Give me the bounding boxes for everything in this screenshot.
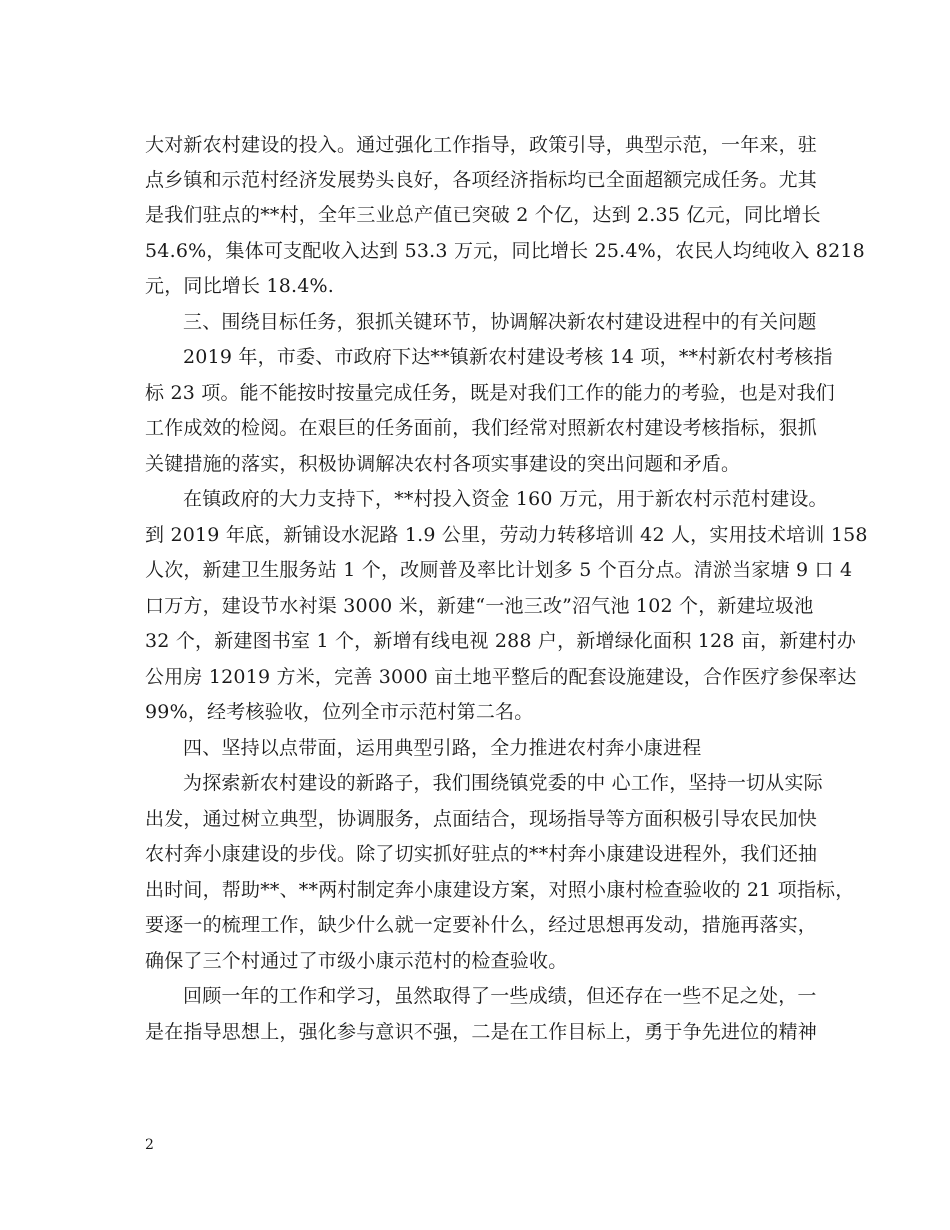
text-line: 大对新农村建设的投入。通过强化工作指导，政策引导，典型示范，一年来，驻 [145, 134, 818, 156]
text-line: 要逐一的梳理工作，缺少什么就一定要补什么，经过思想再发动，措施再落实， [145, 914, 818, 936]
section-heading: 四、坚持以点带面，运用典型引路，全力推进农村奔小康进程 [183, 737, 702, 759]
text-line: 到 2019 年底，新铺设水泥路 1.9 公里，劳动力转移培训 42 人，实用技术培训 158 [145, 524, 868, 546]
text-line: 点乡镇和示范村经济发展势头良好，各项经济指标均已全面超额完成任务。尤其 [145, 169, 818, 191]
text-line: 农村奔小康建设的步伐。除了切实抓好驻点的**村奔小康建设进程外，我们还抽 [145, 843, 818, 865]
text-line: 出发，通过树立典型，协调服务，点面结合，现场指导等方面积极引导农民加快 [145, 808, 818, 830]
text-line: 人次，新建卫生服务站 1 个，改厕普及率比计划多 5 个百分点。清淤当家塘 9 口 4 [145, 559, 853, 581]
text-line: 2019 年，市委、市政府下达**镇新农村建设考核 14 项，**村新农村考核指 [183, 346, 833, 368]
text-line: 公用房 12019 方米，完善 3000 亩土地平整后的配套设施建设，合作医疗参保率达 [145, 666, 857, 688]
text-line: 口万方，建设节水衬渠 3000 米，新建“一池三改”沼气池 102 个，新建垃圾池 [145, 595, 814, 617]
page-number: 2 [145, 1137, 154, 1153]
text-line: 回顾一年的工作和学习，虽然取得了一些成绩，但还存在一些不足之处，一 [183, 985, 817, 1007]
text-line: 标 23 项。能不能按时按量完成任务，既是对我们工作的能力的考验，也是对我们 [145, 382, 835, 404]
text-line: 元，同比增长 18.4%. [145, 275, 335, 297]
text-line: 确保了三个村通过了市级小康示范村的检查验收。 [145, 950, 568, 972]
text-line: 是在指导思想上，强化参与意识不强，二是在工作目标上，勇于争先进位的精神 [145, 1021, 818, 1043]
text-line: 99%，经考核验收，位列全市示范村第二名。 [145, 701, 534, 723]
text-line: 工作成效的检阅。在艰巨的任务面前，我们经常对照新农村建设考核指标，狠抓 [145, 417, 818, 439]
text-line: 54.6%，集体可支配收入达到 53.3 万元，同比增长 25.4%，农民人均纯收入 8218 [145, 240, 865, 262]
text-line: 在镇政府的大力支持下，**村投入资金 160 万元，用于新农村示范村建设。 [183, 488, 828, 510]
text-line: 关键措施的落实，积极协调解决农村各项实事建设的突出问题和矛盾。 [145, 453, 741, 475]
section-heading: 三、围绕目标任务，狠抓关键环节，协调解决新农村建设进程中的有关问题 [183, 311, 817, 333]
text-line: 32 个，新建图书室 1 个，新增有线电视 288 户，新增绿化面积 128 亩，新建村办 [145, 630, 857, 652]
text-line: 是我们驻点的**村，全年三业总产值已突破 2 个亿，达到 2.35 亿元，同比增长 [145, 204, 821, 226]
text-line: 为探索新农村建设的新路子，我们围绕镇党委的中 心工作，坚持一切从实际 [183, 772, 823, 794]
text-line: 出时间，帮助**、**两村制定奔小康建设方案，对照小康村检查验收的 21 项指标， [145, 879, 855, 901]
